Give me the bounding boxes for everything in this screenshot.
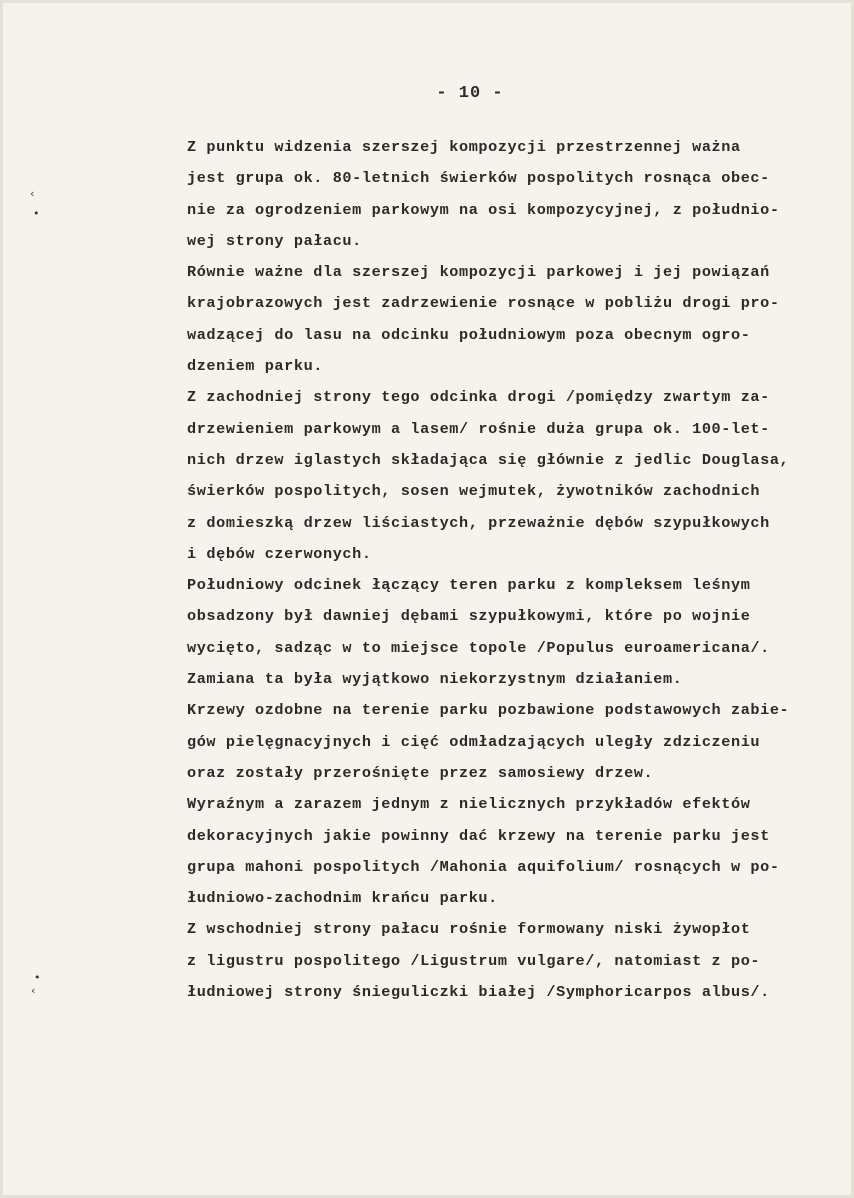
text-line: łudniowo-zachodnim krańcu parku.	[187, 889, 498, 908]
text-line: gów pielęgnacyjnych i cięć odmładzających uległy zdziczeniu	[187, 732, 761, 751]
text-line: Wyraźnym a zarazem jednym z nielicznych przykładów efektów	[187, 795, 751, 814]
text-line: drzewieniem parkowym a lasem/ rośnie duża grupa ok. 100-let-	[187, 419, 770, 438]
punch-mark-top: ‹	[30, 187, 35, 200]
text-line: Z wschodniej strony pałacu rośnie formowany niski żywopłot	[187, 920, 751, 939]
text-line: obsadzony był dawniej dębami szypułkowymi, które po wojnie	[187, 607, 751, 626]
punch-mark-top-dot: •	[33, 207, 40, 220]
text-line: dzeniem parku.	[187, 357, 323, 376]
text-line: oraz zostały przerośnięte przez samosiewy drzew.	[187, 763, 654, 782]
text-line: Równie ważne dla szerszej kompozycji parkowej i jej powiązań	[187, 263, 770, 282]
text-line: wadzącej do lasu na odcinku południowym poza obecnym ogro-	[187, 325, 751, 344]
text-line: Południowy odcinek łączący teren parku z kompleksem leśnym	[187, 576, 751, 595]
text-line: z ligustru pospolitego /Ligustrum vulgare/, natomiast z po-	[187, 951, 761, 970]
page-number: - 10 -	[436, 84, 504, 103]
text-line: nie za ogrodzeniem parkowym na osi kompozycyjnej, z południo-	[187, 200, 780, 219]
text-line: i dębów czerwonych.	[187, 544, 372, 563]
text-line: świerków pospolitych, sosen wejmutek, żywotników zachodnich	[187, 482, 761, 501]
text-line: dekoracyjnych jakie powinny dać krzewy na terenie parku jest	[187, 826, 770, 845]
text-line: wycięto, sadząc w to miejsce topole /Populus euroamericana/.	[187, 638, 770, 657]
typed-text-body	[187, 132, 837, 1008]
text-line: Zamiana ta była wyjątkowo niekorzystnym działaniem.	[187, 670, 683, 689]
punch-mark-bottom: ‹	[31, 984, 36, 997]
text-line: grupa mahoni pospolitych /Mahonia aquifolium/ rosnących w po-	[187, 857, 780, 876]
text-line: krajobrazowych jest zadrzewienie rosnące w pobliżu drogi pro-	[187, 294, 780, 313]
text-line: nich drzew iglastych składająca się głównie z jedlic Douglasa,	[187, 450, 790, 469]
text-line: Z zachodniej strony tego odcinka drogi /pomiędzy zwartym za-	[187, 388, 770, 407]
text-line: wej strony pałacu.	[187, 231, 362, 250]
text-line: z domieszką drzew liściastych, przeważnie dębów szypułkowych	[187, 513, 770, 532]
text-line: Z punktu widzenia szerszej kompozycji przestrzennej ważna	[187, 138, 741, 156]
text-line: jest grupa ok. 80-letnich świerków pospolitych rosnąca obec-	[187, 169, 770, 188]
text-line: Krzewy ozdobne na terenie parku pozbawione podstawowych zabie-	[187, 701, 790, 720]
text-line: łudniowej strony śnieguliczki białej /Symphoricarpos albus/.	[187, 983, 770, 1002]
punch-mark-bottom-dot: •	[34, 971, 41, 984]
